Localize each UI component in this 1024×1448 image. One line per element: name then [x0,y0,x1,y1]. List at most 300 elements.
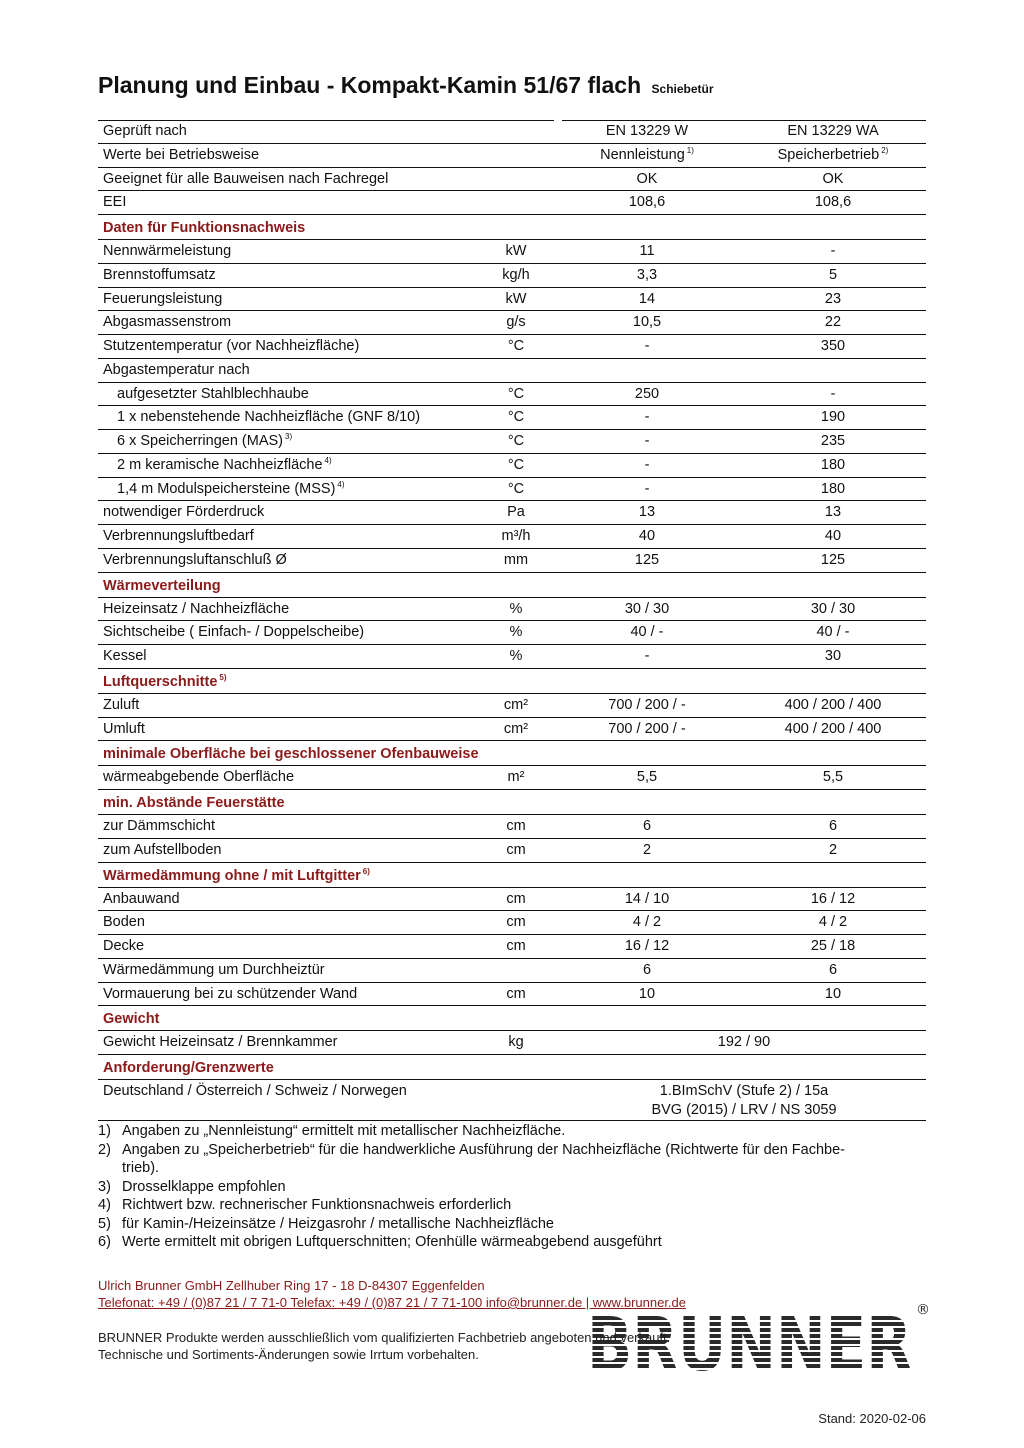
row-label [103,911,145,934]
row-unit: kg/h [502,266,530,283]
row-label [103,645,147,668]
footnote-marker: 3) [285,432,293,441]
value-nennleistung-text: - [644,456,650,473]
value-nennleistung-text: 40 [638,528,656,544]
value-speicherbetrieb [738,430,928,453]
row-value-combined: 192 / 90 [717,1034,771,1051]
section-heading-label [103,669,227,695]
section-heading-label [103,215,305,241]
brunner-logo-text: BRUNNER [587,1302,912,1376]
row-unit: cm [506,890,526,907]
table-row [98,168,926,192]
section-heading [98,1006,926,1031]
section-heading-text: Anforderung/Grenzwerte [103,1060,274,1076]
table-row [98,383,926,407]
footnote-marker: 4) [324,455,332,465]
value-nennleistung [560,718,734,741]
row-label [103,1082,407,1100]
footnote-item [98,1233,852,1252]
value-speicherbetrieb [738,839,928,862]
row-label [103,983,357,1006]
row-label [103,598,289,621]
row-unit: cm² [503,720,529,737]
section-heading-label [103,1055,274,1081]
value-nennleistung [560,839,734,862]
value-speicherbetrieb [738,191,928,214]
value-nennleistung-text: 6 [642,961,652,978]
row-label [103,359,250,382]
footnote-marker: 5) [219,672,227,682]
footnotes [98,1122,852,1252]
row-label-text: notwendiger Förderdruck [103,504,265,521]
table-row [98,1080,926,1121]
row-label-text: 1 x nebenstehende Nachheizfläche (GNF 8/10) [117,409,421,426]
row-unit: cm [506,985,526,1002]
row-value-combined [560,1080,928,1120]
table-row [98,598,926,622]
value-nennleistung-text: 125 [634,551,660,568]
value-nennleistung-text: - [644,409,650,426]
row-unit: Pa [507,504,525,521]
value-nennleistung-text: EN 13229 W [605,123,689,139]
table-row [98,549,926,573]
row-label [103,311,231,334]
value-nennleistung [560,815,734,838]
value-nennleistung [560,959,734,982]
value-speicherbetrieb [738,406,928,429]
section-heading [98,1055,926,1080]
value-speicherbetrieb [738,264,928,287]
value-speicherbetrieb-text: 16 / 12 [810,890,856,907]
row-label-text: 2 m keramische Nachheizfläche [117,456,323,473]
footnote-marker: 2) [881,145,889,155]
value-speicherbetrieb [738,959,928,982]
value-nennleistung [560,645,734,668]
value-speicherbetrieb-text: Speicherbetrieb [777,146,880,163]
row-label-text: EEI [103,194,127,211]
value-nennleistung [560,549,734,572]
table-row [98,478,926,502]
value-nennleistung [560,430,734,453]
value-nennleistung [560,694,734,717]
value-speicherbetrieb-text: 10 [824,985,842,1002]
footnote-item [98,1178,852,1197]
value-speicherbetrieb-text: 235 [820,433,846,449]
section-heading-text: Daten für Funktionsnachweis [103,220,306,236]
row-label-text: Sichtscheibe ( Einfach- / Doppelscheibe) [103,624,365,641]
row-unit: °C [507,433,525,449]
table-row [98,288,926,312]
row-label-text: Geeignet für alle Bauweisen nach Fachregel [103,170,389,187]
footnote-item [98,1122,852,1141]
value-nennleistung-text: 10 [638,985,656,1002]
value-nennleistung [560,935,734,958]
value-speicherbetrieb [738,454,928,477]
footnote-text: Angaben zu „Nennleistung“ ermittelt mit metallischer Nachheizfläche. [122,1123,566,1139]
row-unit: °C [507,456,525,473]
value-speicherbetrieb [738,288,928,311]
row-label-text: Gewicht Heizeinsatz / Brennkammer [103,1034,338,1051]
section-heading-text: Gewicht [103,1011,160,1028]
row-label [103,694,139,717]
value-nennleistung-text: 6 [642,818,652,834]
value-speicherbetrieb-text: 400 / 200 / 400 [784,696,882,713]
footnote-marker: 6) [362,866,370,876]
value-speicherbetrieb-text: - [830,243,836,259]
value-speicherbetrieb [738,888,928,911]
value-speicherbetrieb [738,645,928,668]
row-unit: m³/h [501,528,531,544]
value-speicherbetrieb [738,335,928,358]
row-label [103,839,222,862]
row-label [103,815,215,838]
value-speicherbetrieb-text: 180 [820,456,846,473]
value-nennleistung-text: - [644,648,650,664]
value-nennleistung-text: 250 [634,385,660,402]
value-nennleistung [560,144,734,167]
footnote-number: 6) [98,1234,111,1250]
row-label-text: zur Dämmschicht [103,818,215,834]
row-value-line-1: 1.BImSchV (Stufe 2) / 15a [659,1083,829,1099]
value-speicherbetrieb [738,525,928,548]
row-label-text: Brennstoffumsatz [103,266,216,283]
value-speicherbetrieb [738,935,928,958]
value-nennleistung-text: 11 [639,243,655,259]
table-row [98,240,926,264]
value-speicherbetrieb-text: 6 [828,961,838,978]
table-row [98,406,926,430]
footnote-text: Angaben zu „Speicherbetrieb“ für die handwerkliche Ausführung der Nachheizfläche (Richtwerte für den Fachbe- trieb). [122,1141,845,1176]
row-label-text: Verbrennungsluftanschluß Ø [103,551,287,568]
value-speicherbetrieb-text: 23 [824,290,842,307]
table-row [98,430,926,454]
value-nennleistung [560,288,734,311]
title-main: Planung und Einbau - Kompakt-Kamin 51/67 flach [98,72,642,98]
value-nennleistung [560,598,734,621]
table-row [98,264,926,288]
section-heading [98,741,926,766]
row-label-text: aufgesetzter Stahlblechhaube [117,385,309,402]
value-speicherbetrieb [738,718,928,741]
row-label [103,718,145,741]
row-label-text: Zuluft [103,696,140,713]
row-unit: cm [506,938,526,954]
value-nennleistung-text: 14 / 10 [624,890,670,907]
table-row [98,621,926,645]
row-unit: °C [507,385,525,402]
row-unit: cm [506,818,526,834]
value-nennleistung [560,983,734,1006]
row-label [117,383,309,406]
value-nennleistung [560,191,734,214]
value-nennleistung-text: 5,5 [636,769,658,786]
section-heading-label [103,1006,159,1032]
value-nennleistung-text: - [644,338,650,354]
value-speicherbetrieb-text: 400 / 200 / 400 [784,720,882,737]
row-label [103,335,359,358]
value-speicherbetrieb [738,983,928,1006]
title-suffix: Schiebetür [651,82,714,96]
table-row [98,645,926,669]
row-label-text: Heizeinsatz / Nachheizfläche [103,600,290,617]
table-row [98,959,926,983]
section-heading-label [103,741,479,767]
section-heading-text: min. Abstände Feuerstätte [103,795,285,811]
registered-mark: ® [916,1302,930,1318]
table-row [98,1031,926,1055]
value-speicherbetrieb [738,621,928,644]
legal-line-2: Technische und Sortiments-Änderungen sowie Irrtum vorbehalten. [98,1347,479,1362]
section-heading-text: minimale Oberfläche bei geschlossener Ofenbauweise [103,746,479,763]
value-nennleistung [560,888,734,911]
table-row [98,935,926,959]
footnote-marker: 1) [686,145,694,155]
row-unit: % [509,600,523,617]
table-row [98,454,926,478]
footnote-item [98,1196,852,1215]
row-label [117,454,332,477]
section-heading [98,863,926,888]
row-label [103,168,388,191]
row-label-text: Nennwärmeleistung [103,243,232,259]
row-label [103,888,180,911]
row-label-text: Umluft [103,720,145,737]
section-heading [98,790,926,815]
value-speicherbetrieb-text: 25 / 18 [810,938,856,954]
value-speicherbetrieb [738,911,928,934]
stand-date: Stand: 2020-02-06 [818,1411,926,1426]
row-unit: °C [507,409,525,426]
value-nennleistung [560,621,734,644]
row-label [103,959,325,982]
value-nennleistung-text: 40 / - [630,624,664,641]
value-speicherbetrieb-text: 5,5 [822,769,844,786]
value-speicherbetrieb [738,311,928,334]
footnote-text: Werte ermittelt mit obrigen Luftquerschnitten; Ofenhülle wärmeabgebend ausgeführt [122,1234,662,1250]
row-label-text: Abgastemperatur nach [103,361,250,378]
value-speicherbetrieb-text: 30 / 30 [810,600,856,617]
table-row [98,766,926,790]
row-label-text: Boden [103,914,145,931]
value-nennleistung [560,454,734,477]
value-nennleistung [560,525,734,548]
row-label-text: Vormauerung bei zu schützender Wand [103,985,358,1002]
footnote-item [98,1215,852,1234]
row-unit: kg [508,1034,524,1051]
row-label [103,264,216,287]
footnote-text: Drosselklappe empfohlen [122,1178,286,1195]
company-address: Ulrich Brunner GmbH Zellhuber Ring 17 - 18 D-84307 Eggenfelden [98,1278,485,1293]
value-nennleistung-text: 13 [638,504,656,521]
legal-line-1: BRUNNER Produkte werden ausschließlich vom qualifizierten Fachbetrieb angeboten und verkauft. [98,1330,671,1345]
table-row [98,144,926,168]
section-heading-label [103,573,221,599]
value-nennleistung-text: 2 [642,841,652,858]
table-row [98,501,926,525]
table-row [98,311,926,335]
row-unit: m² [507,769,525,786]
value-speicherbetrieb [738,549,928,572]
row-label-text: 1,4 m Modulspeichersteine (MSS) [117,480,336,497]
footnote-number: 2) [98,1141,111,1158]
footnote-number: 1) [98,1123,111,1139]
value-nennleistung [560,264,734,287]
value-speicherbetrieb [738,120,928,143]
row-label-text: Abgasmassenstrom [103,314,232,331]
value-nennleistung-text: - [644,480,650,497]
legal-notice [98,1329,670,1363]
value-speicherbetrieb-text: 125 [820,551,846,568]
value-speicherbetrieb [738,766,928,789]
value-speicherbetrieb-text: 22 [824,314,842,331]
value-nennleistung [560,478,734,501]
section-heading [98,669,926,694]
value-speicherbetrieb-text: 30 [824,648,842,664]
row-label-text: Werte bei Betriebsweise [103,146,260,163]
value-speicherbetrieb-text: 4 / 2 [818,914,848,931]
value-speicherbetrieb-text: - [830,385,836,402]
table-row [98,888,926,912]
value-speicherbetrieb-text: 40 / - [816,624,850,641]
row-label [103,120,187,143]
row-label-text: zum Aufstellboden [103,841,222,858]
row-label [103,240,231,263]
row-label-text: Decke [103,938,145,954]
footnote-number: 3) [98,1178,111,1195]
value-nennleistung-text: 108,6 [628,194,666,211]
row-unit: % [509,648,523,664]
value-speicherbetrieb-text: 13 [824,504,842,521]
section-heading [98,573,926,598]
row-value-line-2: BVG (2015) / LRV / NS 3059 [651,1102,837,1118]
row-label [103,191,126,214]
table-row [98,718,926,742]
section-heading-text: Luftquerschnitte [103,673,218,690]
value-speicherbetrieb [738,478,928,501]
section-heading-text: Wärmeverteilung [103,577,221,594]
value-speicherbetrieb-text: 180 [820,480,846,497]
company-contact[interactable]: Telefonat: +49 / (0)87 21 / 7 71-0 Telefax: +49 / (0)87 21 / 7 71-100 info@brunner.de | www.brunner.de [98,1295,686,1310]
row-unit: g/s [506,314,526,331]
row-label [103,288,222,311]
row-unit: °C [507,338,525,354]
section-heading [98,215,926,240]
table-row [98,983,926,1007]
row-label [117,430,292,453]
value-nennleistung [560,383,734,406]
value-speicherbetrieb [738,501,928,524]
row-label [103,549,287,572]
value-speicherbetrieb [738,240,928,263]
value-nennleistung-text: 4 / 2 [632,914,662,931]
row-label [103,935,144,958]
value-nennleistung-text: 30 / 30 [624,600,670,617]
row-label-text: Kessel [103,648,147,664]
value-speicherbetrieb [738,815,928,838]
row-label-text: Geprüft nach [103,123,187,139]
table-row [98,839,926,863]
row-label-text: Stutzentemperatur (vor Nachheizfläche) [103,338,360,354]
row-label [103,525,254,548]
row-unit: cm [506,914,526,931]
value-speicherbetrieb [738,383,928,406]
row-unit: mm [503,551,529,568]
row-label-text: Feuerungsleistung [103,290,223,307]
value-nennleistung-text: 10,5 [632,314,662,331]
value-speicherbetrieb-text: 190 [820,409,846,426]
footnote-text: Richtwert bzw. rechnerischer Funktionsnachweis erforderlich [122,1197,512,1213]
row-label [103,144,259,167]
row-unit: kW [505,243,527,259]
table-row [98,694,926,718]
value-speicherbetrieb-text: OK [822,170,844,187]
value-nennleistung [560,311,734,334]
value-nennleistung [560,240,734,263]
table-row [98,815,926,839]
row-label-text: Deutschland / Österreich / Schweiz / Norwegen [103,1083,407,1099]
value-nennleistung [560,501,734,524]
value-speicherbetrieb-text: 6 [828,818,838,834]
row-unit: °C [507,480,525,497]
row-label-text: wärmeabgebende Oberfläche [103,769,295,786]
value-nennleistung-text: - [644,433,650,449]
value-speicherbetrieb [738,168,928,191]
section-heading-text: Wärmedämmung ohne / mit Luftgitter [103,867,361,884]
value-nennleistung-text: 700 / 200 / - [608,720,686,737]
footnote-number: 4) [98,1197,111,1213]
row-label-text: Anbauwand [103,890,180,907]
row-label [103,501,264,524]
table-row [98,525,926,549]
value-nennleistung [560,766,734,789]
page-title [98,72,714,99]
value-speicherbetrieb-text: EN 13229 WA [787,123,879,139]
footnote-marker: 4) [337,479,345,489]
table-row [98,359,926,383]
row-label [103,1031,338,1054]
footnote-item [98,1141,852,1178]
value-speicherbetrieb-text: 40 [824,528,842,544]
row-label-text: Wärmedämmung um Durchheiztür [103,961,325,978]
row-unit: kW [505,290,527,307]
value-nennleistung [560,168,734,191]
footnote-number: 5) [98,1215,111,1232]
row-unit: cm² [503,696,529,713]
value-nennleistung-text: 14 [638,290,656,307]
row-unit: % [509,624,523,641]
value-nennleistung-text: 700 / 200 / - [608,696,686,713]
section-heading-label [103,790,285,816]
spec-table [98,120,926,1121]
value-speicherbetrieb-text: 2 [828,841,838,858]
value-nennleistung [560,335,734,358]
value-nennleistung-text: 16 / 12 [624,938,670,954]
value-speicherbetrieb [738,598,928,621]
row-label-text: Verbrennungsluftbedarf [103,528,254,544]
value-speicherbetrieb-text: 350 [820,338,846,354]
footnote-text: für Kamin-/Heizeinsätze / Heizgasrohr / metallische Nachheizfläche [122,1215,554,1232]
row-label [117,406,420,429]
value-nennleistung-text: 3,3 [636,266,658,283]
table-row [98,335,926,359]
row-label [103,766,294,789]
value-nennleistung-text: Nennleistung [600,146,685,163]
table-row [98,911,926,935]
value-nennleistung [560,911,734,934]
table-row [98,191,926,215]
table-row [98,120,926,144]
value-speicherbetrieb [738,144,928,167]
